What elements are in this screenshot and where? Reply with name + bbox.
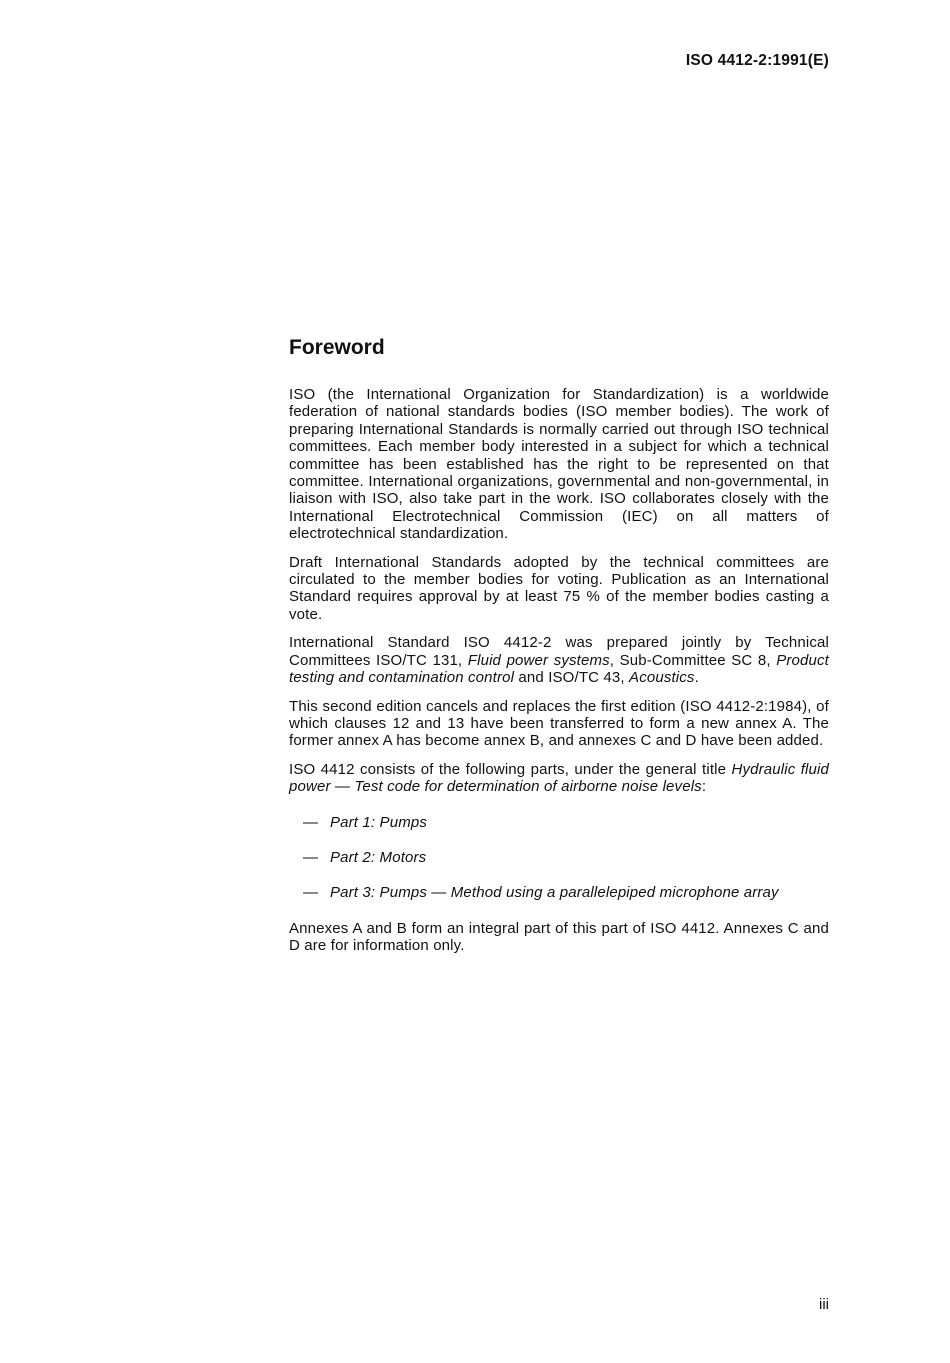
part-title: Part 2: Motors <box>330 848 427 866</box>
paragraph-edition: This second edition cancels and replaces the first edition (ISO 4412-2:1984), of which clauses 12 and 13 have been transferred to form a new annex A. The former annex A has become annex B, and annexes C and D have been added. <box>289 697 829 750</box>
preparation-text-1: International Standard ISO 4412-2 was prepared jointly by Technical Committees ISO/TC 131, <box>289 634 829 669</box>
paragraph-preparation <box>289 634 829 686</box>
paragraph-parts-intro <box>289 761 829 796</box>
parts-intro-text: ISO 4412 consists of the following parts, under the general title <box>289 760 732 778</box>
paragraph-annexes: Annexes A and B form an integral part of this part of ISO 4412. Annexes C and D are for information only. <box>289 919 829 955</box>
section-heading: Foreword <box>289 336 385 359</box>
part-title: Part 3: Pumps — Method using a parallelepiped microphone array <box>330 884 779 902</box>
list-item <box>303 849 829 866</box>
preparation-text-3: and ISO/TC 43, <box>514 669 630 687</box>
list-item <box>303 884 829 901</box>
parts-list <box>289 814 829 902</box>
part-title: Part 1: Pumps <box>330 813 427 831</box>
dash-bullet: — <box>303 813 319 831</box>
paragraph-draft-standards: Draft International Standards adopted by the technical committees are circulated to the member bodies for voting. Publication as an International Standard requires approval by at least 75 % of the member bodies casting a vote. <box>289 553 829 623</box>
paragraph-iso-overview: ISO (the International Organization for Standardization) is a worldwide federation of national standards bodies (ISO member bodies). The work of preparing International Standards is normally carried out through ISO technical committees. Each member body interested in a subject for which a technical committee has been established has the right to be represented on that committee. International organizations, governmental and non-governmental, in liaison with ISO, also take part in the work. ISO collaborates closely with the International Electrotechnical Commission (IEC) on all matters of electrotechnical standardization. <box>289 386 829 543</box>
preparation-text-4: . <box>694 669 699 687</box>
parts-intro-colon: : <box>701 778 707 796</box>
subcommittee-title: Product testing and contamination control <box>289 651 829 687</box>
foreword-section <box>289 336 829 966</box>
preparation-text-2: , Sub-Committee SC 8, <box>609 651 777 669</box>
committee-title-acoustics: Acoustics <box>629 669 695 687</box>
list-item <box>303 814 829 831</box>
committee-title-fluid-power: Fluid power systems <box>467 651 610 669</box>
document-identifier: ISO 4412-2:1991(E) <box>685 52 829 69</box>
dash-bullet: — <box>303 884 319 902</box>
page-number: iii <box>819 1296 829 1313</box>
general-title: Hydraulic fluid power — Test code for determination of airborne noise levels <box>289 760 829 796</box>
dash-bullet: — <box>303 848 319 866</box>
